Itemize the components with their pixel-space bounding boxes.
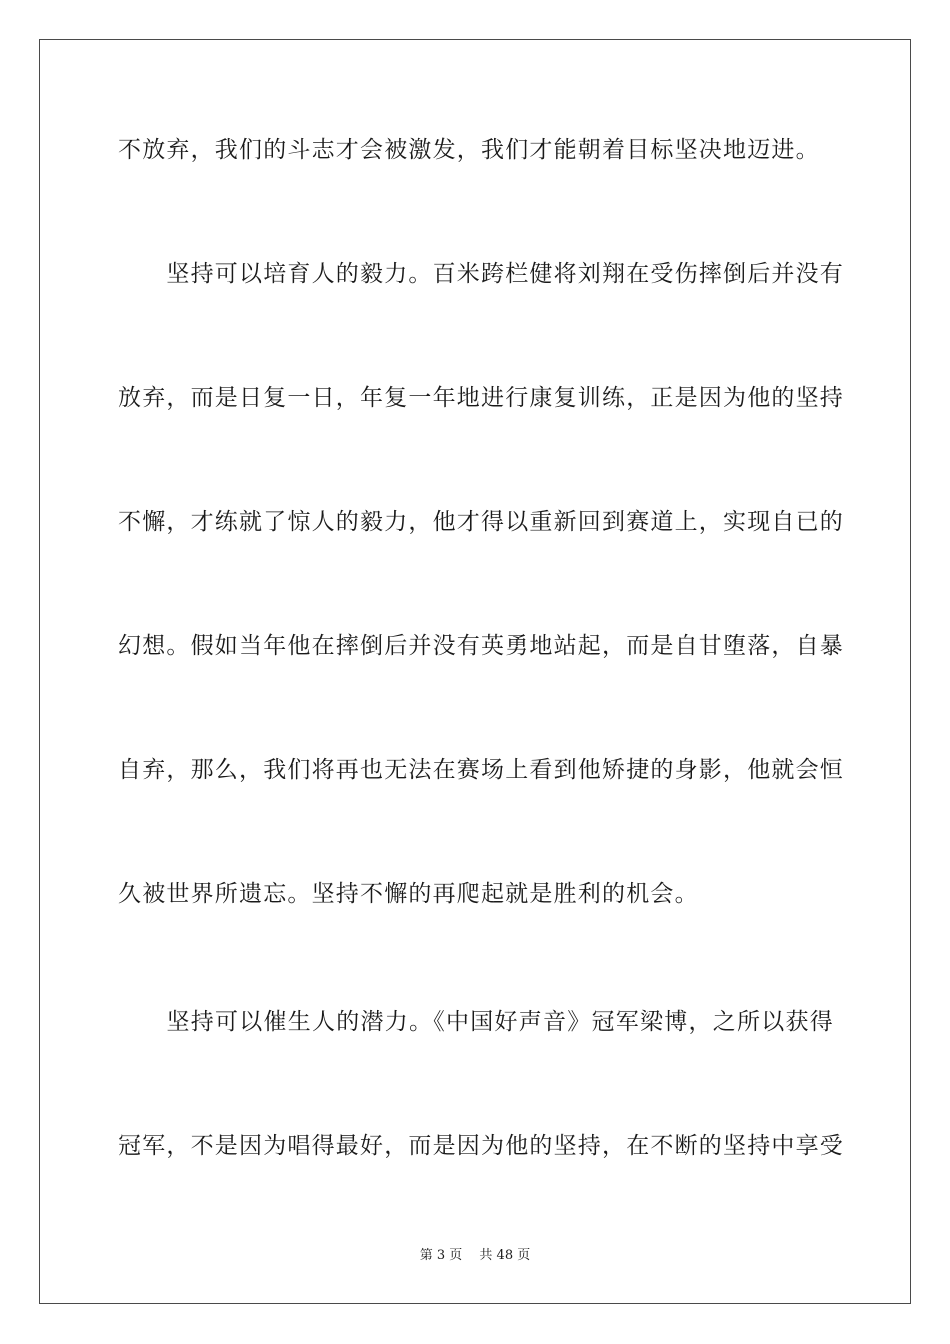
paragraph-line-6: 自弃，那么，我们将再也无法在赛场上看到他矫捷的身影，他就会恒 (118, 757, 844, 783)
paragraph-line-8: 坚持可以催生人的潜力。《中国好声音》冠军梁博，之所以获得 (118, 1009, 834, 1035)
page-number-footer: 第 3 页 共 48 页 (419, 1248, 531, 1263)
paragraph-line-9: 冠军，不是因为唱得最好，而是因为他的坚持，在不断的坚持中享受 (118, 1133, 844, 1159)
paragraph-line-1: 不放弃，我们的斗志才会被激发，我们才能朝着目标坚决地迈进。 (118, 137, 820, 163)
page-border (39, 39, 911, 1304)
paragraph-line-2: 坚持可以培育人的毅力。百米跨栏健将刘翔在受伤摔倒后并没有 (118, 261, 844, 287)
paragraph-line-4: 不懈，才练就了惊人的毅力，他才得以重新回到赛道上，实现自已的 (118, 509, 844, 535)
paragraph-line-5: 幻想。假如当年他在摔倒后并没有英勇地站起，而是自甘堕落，自暴 (118, 633, 844, 659)
paragraph-line-7: 久被世界所遗忘。坚持不懈的再爬起就是胜利的机会。 (118, 881, 699, 907)
paragraph-line-3: 放弃，而是日复一日，年复一年地进行康复训练，正是因为他的坚持 (118, 385, 844, 411)
